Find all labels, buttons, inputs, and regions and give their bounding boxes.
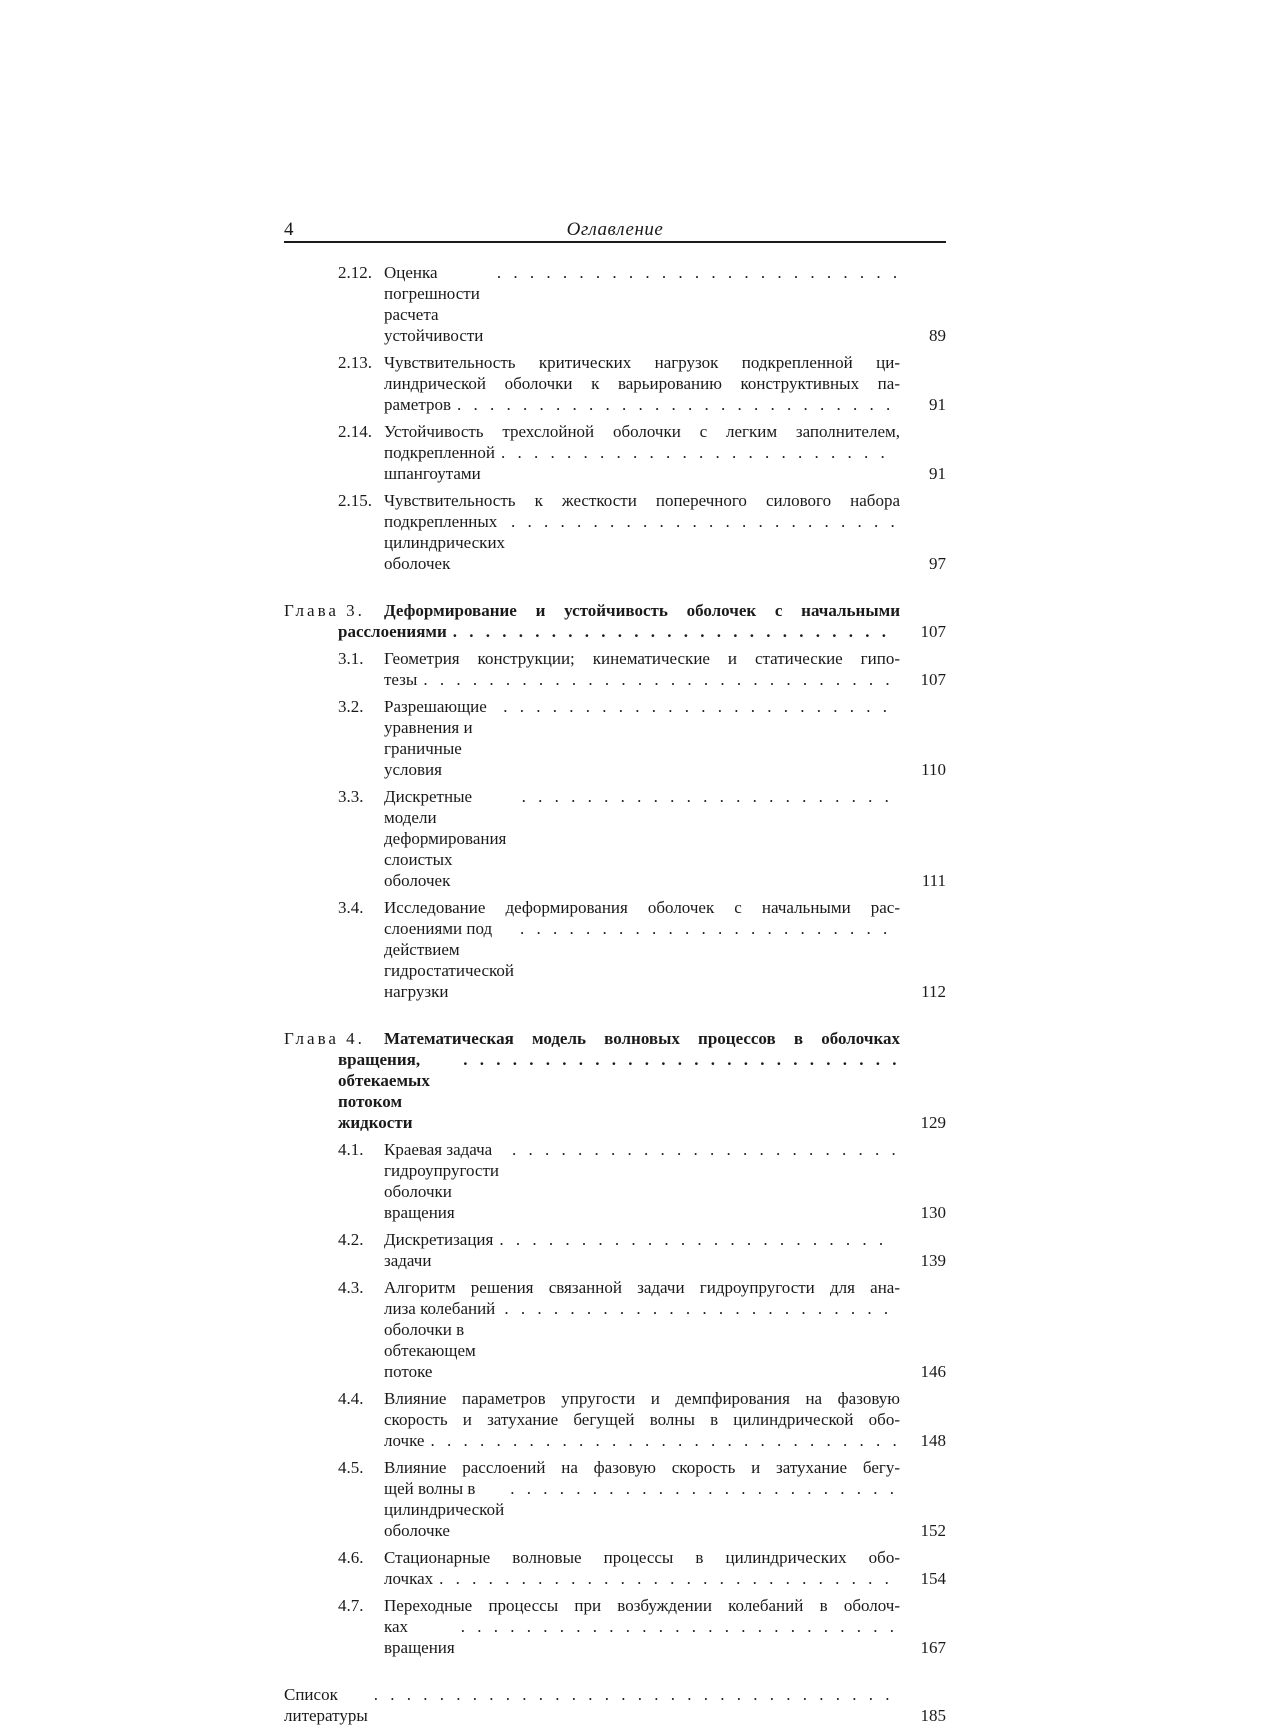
section-title-line: ках вращения xyxy=(384,1617,455,1657)
section-group-ch3 xyxy=(284,648,946,1002)
section-title-line: Чувствительность к жесткости поперечного силового набора xyxy=(384,491,900,510)
toc-section-entry[interactable] xyxy=(284,1229,946,1271)
dot-leader xyxy=(463,1049,896,1070)
toc-section-entry[interactable] xyxy=(284,1595,946,1658)
section-group-ch4 xyxy=(284,1139,946,1658)
toc-section-entry[interactable] xyxy=(284,421,946,484)
section-number: 4.4. xyxy=(338,1389,364,1408)
section-title-line: Влияние расслоений на фазовую скорость и затухание бегу- xyxy=(384,1458,900,1477)
running-head-title: Оглавление xyxy=(566,219,664,240)
section-number: 4.1. xyxy=(338,1140,364,1159)
dot-leader xyxy=(497,262,896,283)
section-title-line: Краевая задача гидроупругости оболочки вращения xyxy=(384,1140,499,1222)
section-number: 2.15. xyxy=(338,491,372,510)
dot-leader xyxy=(504,1298,896,1319)
section-title-line: Исследование деформирования оболочек с начальными рас- xyxy=(384,898,900,917)
table-of-contents xyxy=(284,262,946,1726)
chapter-label: Глава 3. xyxy=(284,601,365,620)
page-ref: 148 xyxy=(920,1431,946,1450)
page-ref: 139 xyxy=(920,1251,946,1270)
dot-leader xyxy=(499,1229,896,1250)
dot-leader xyxy=(510,1478,896,1499)
section-title-line: подкрепленных цилиндрических оболочек xyxy=(384,512,506,573)
dot-leader xyxy=(430,1430,896,1451)
section-number: 3.4. xyxy=(338,898,364,917)
section-title-line: раметров xyxy=(384,395,452,414)
dot-leader xyxy=(453,621,896,642)
section-number: 4.5. xyxy=(338,1458,364,1477)
toc-bibliography[interactable] xyxy=(284,1684,946,1726)
toc-section-entry[interactable] xyxy=(284,897,946,1002)
page-number: 4 xyxy=(284,219,294,240)
section-number: 2.12. xyxy=(338,263,372,282)
section-number: 4.6. xyxy=(338,1548,364,1567)
chapter-title-line: Деформирование и устойчивость оболочек с начальными xyxy=(384,601,900,620)
dot-leader xyxy=(522,786,896,807)
dot-leader xyxy=(512,1139,896,1160)
section-title-line: Геометрия конструкции; кинематические и статические гипо- xyxy=(384,649,900,668)
chapter-title-line: Математическая модель волновых процессов в оболочках xyxy=(384,1029,900,1048)
toc-chapter-4[interactable] xyxy=(284,1028,946,1133)
dot-leader xyxy=(501,442,896,463)
section-number: 3.1. xyxy=(338,649,364,668)
section-title-line: Чувствительность критических нагрузок подкрепленной ци- xyxy=(384,353,900,372)
section-number: 2.13. xyxy=(338,353,372,372)
page-ref: 97 xyxy=(929,554,946,573)
section-title-line: Устойчивость трехслойной оболочки с легким заполнителем, xyxy=(384,422,900,441)
page-ref: 146 xyxy=(920,1362,946,1381)
toc-section-entry[interactable] xyxy=(284,1547,946,1589)
toc-chapter-3[interactable] xyxy=(284,600,946,642)
section-title-line: щей волны в цилиндрической оболочке xyxy=(384,1479,505,1540)
section-title-line: лочках xyxy=(384,1569,434,1588)
section-title-line: Дискретные модели деформирования слоистых оболочек xyxy=(384,787,507,890)
page-ref: 185 xyxy=(920,1706,946,1725)
dot-leader xyxy=(511,511,896,532)
page-ref: 91 xyxy=(929,464,946,483)
section-group-ch2 xyxy=(284,262,946,574)
toc-section-entry[interactable] xyxy=(284,490,946,574)
section-title-line: лочке xyxy=(384,1431,425,1450)
dot-leader xyxy=(461,1616,896,1637)
chapter-title-line: вращения, обтекаемых потоком жидкости xyxy=(338,1050,430,1132)
toc-section-entry[interactable] xyxy=(284,262,946,346)
section-number: 2.14. xyxy=(338,422,372,441)
page-ref: 154 xyxy=(920,1569,946,1588)
section-title-line: Дискретизация задачи xyxy=(384,1230,494,1270)
section-title-line: слоениями под действием гидростатической нагрузки xyxy=(384,919,515,1001)
section-number: 4.2. xyxy=(338,1230,364,1249)
section-title-line: Влияние параметров упругости и демпфирования на фазовую xyxy=(384,1389,900,1408)
page-ref: 152 xyxy=(920,1521,946,1540)
dot-leader xyxy=(520,918,896,939)
section-title-line: линдрической оболочки к варьированию конструктивных па- xyxy=(384,374,900,393)
section-title-line: скорость и затухание бегущей волны в цилиндрической обо- xyxy=(384,1410,900,1429)
section-title-line: тезы xyxy=(384,670,418,689)
dot-leader xyxy=(503,696,896,717)
toc-section-entry[interactable] xyxy=(284,1139,946,1223)
page-ref: 129 xyxy=(920,1113,946,1132)
toc-section-entry[interactable] xyxy=(284,1457,946,1541)
page-ref: 112 xyxy=(921,982,946,1001)
page-ref: 111 xyxy=(921,871,946,890)
section-number: 4.7. xyxy=(338,1596,364,1615)
toc-section-entry[interactable] xyxy=(284,352,946,415)
bibliography-label: Список литературы xyxy=(284,1685,368,1725)
running-head xyxy=(284,217,946,243)
section-title-line: Алгоритм решения связанной задачи гидроупругости для ана- xyxy=(384,1278,900,1297)
chapter-title-line: расслоениями xyxy=(338,622,447,641)
page-ref: 107 xyxy=(920,622,946,641)
section-title-line: Стационарные волновые процессы в цилиндрических обо- xyxy=(384,1548,900,1567)
section-title-line: Разрешающие уравнения и граничные условия xyxy=(384,697,487,779)
page-ref: 107 xyxy=(920,670,946,689)
toc-section-entry[interactable] xyxy=(284,696,946,780)
chapter-label: Глава 4. xyxy=(284,1029,365,1048)
page-ref: 110 xyxy=(921,760,946,779)
section-title-line: лиза колебаний оболочки в обтекающем потоке xyxy=(384,1299,496,1381)
section-title-line: Переходные процессы при возбуждении колебаний в оболоч- xyxy=(384,1596,900,1615)
section-number: 3.3. xyxy=(338,787,364,806)
dot-leader xyxy=(457,394,896,415)
section-title-line: подкрепленной шпангоутами xyxy=(384,443,495,483)
toc-section-entry[interactable] xyxy=(284,1388,946,1451)
dot-leader xyxy=(374,1684,896,1705)
toc-section-entry[interactable] xyxy=(284,786,946,891)
section-number: 3.2. xyxy=(338,697,364,716)
page-ref: 130 xyxy=(920,1203,946,1222)
section-number: 4.3. xyxy=(338,1278,364,1297)
toc-section-entry[interactable] xyxy=(284,1277,946,1382)
page-ref: 167 xyxy=(920,1638,946,1657)
dot-leader xyxy=(439,1568,896,1589)
toc-section-entry[interactable] xyxy=(284,648,946,690)
section-title-line: Оценка погрешности расчета устойчивости xyxy=(384,263,484,345)
page-ref: 91 xyxy=(929,395,946,414)
page-ref: 89 xyxy=(929,326,946,345)
dot-leader xyxy=(423,669,896,690)
